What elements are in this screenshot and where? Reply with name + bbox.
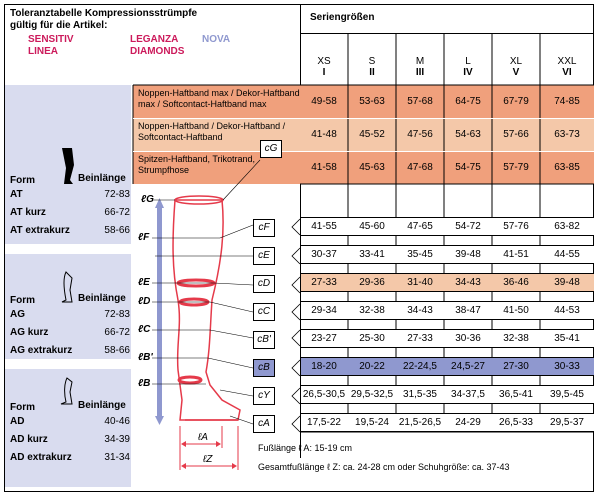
measure-marker: cE xyxy=(253,247,275,265)
form-length: 58-66 xyxy=(104,345,130,356)
measure-value: 32-38 xyxy=(503,333,529,344)
measure-value: 35-45 xyxy=(407,249,433,260)
measure-value: 36-46 xyxy=(503,277,529,288)
measure-value: 57-76 xyxy=(503,221,529,232)
form-row xyxy=(10,416,130,427)
product-linea: LINEA xyxy=(28,46,58,57)
size-code: M xyxy=(415,56,425,67)
band-value: 63-85 xyxy=(554,162,580,173)
measure-value: 39-48 xyxy=(554,277,580,288)
length-label-b: ℓB xyxy=(138,378,151,389)
band-value: 57-79 xyxy=(503,162,529,173)
band-description: Spitzen-Haftband, Trikotrand, Strumpfhose xyxy=(138,154,256,175)
form-name: AG extrakurz xyxy=(10,345,73,356)
measure-value: 34-43 xyxy=(407,305,433,316)
measure-marker: cB xyxy=(253,359,275,377)
size-code: L xyxy=(465,56,471,67)
measure-value: 17,5-22 xyxy=(307,417,341,428)
measure-value: 41-51 xyxy=(503,249,529,260)
measure-value: 31,5-35 xyxy=(403,389,437,400)
measure-value: 21,5-26,5 xyxy=(398,417,442,428)
form-name: AG xyxy=(10,309,25,320)
band-value: 57-68 xyxy=(407,96,433,107)
size-code: XL xyxy=(509,56,523,67)
band-value: 47-56 xyxy=(407,129,433,140)
measure-value: 34-37,5 xyxy=(451,389,485,400)
measure-value: 44-55 xyxy=(554,249,580,260)
band-value: 74-85 xyxy=(554,96,580,107)
measure-value: 39,5-45 xyxy=(550,389,584,400)
form-length: 58-66 xyxy=(104,225,130,236)
product-sensitiv: SENSITIV xyxy=(28,34,74,45)
measure-marker: cA xyxy=(253,415,275,433)
form-row xyxy=(10,309,130,320)
measure-value: 29-36 xyxy=(359,277,385,288)
measure-value: 29,5-32,5 xyxy=(350,389,394,400)
measure-value: 24,5-27 xyxy=(451,361,485,372)
measure-value: 33-41 xyxy=(359,249,385,260)
size-code: XS xyxy=(317,56,331,67)
form-row xyxy=(10,434,130,445)
foot-label-z: ℓZ xyxy=(203,454,213,465)
measure-value: 47-65 xyxy=(407,221,433,232)
band-value: 64-75 xyxy=(455,96,481,107)
measure-value: 41-55 xyxy=(311,221,337,232)
divider xyxy=(133,151,594,152)
measure-value: 32-38 xyxy=(359,305,385,316)
band-value: 57-66 xyxy=(503,129,529,140)
form-header: Form xyxy=(10,175,35,186)
form-length: 72-83 xyxy=(104,189,130,200)
total-foot-length-note: Gesamtfußlänge ℓ Z: ca. 24-28 cm oder Schuhgröße: ca. 37-43 xyxy=(258,462,510,472)
measure-value: 34-43 xyxy=(455,277,481,288)
band-value: 41-58 xyxy=(311,162,337,173)
form-name: AD extrakurz xyxy=(10,452,72,463)
measure-value: 23-27 xyxy=(311,333,337,344)
measure-value: 31-40 xyxy=(407,277,433,288)
form-row xyxy=(10,345,130,356)
measure-value: 27-33 xyxy=(311,277,337,288)
leg-length-header: Beinlänge xyxy=(78,400,126,411)
measure-value: 30-37 xyxy=(311,249,337,260)
band-value: 63-73 xyxy=(554,129,580,140)
measure-value: 20-22 xyxy=(359,361,385,372)
size-roman: II xyxy=(369,67,375,78)
band-value: 53-63 xyxy=(359,96,385,107)
leg-length-header: Beinlänge xyxy=(78,293,126,304)
series-title: Seriengrößen xyxy=(310,12,375,23)
band-value: 54-75 xyxy=(455,162,481,173)
measure-value: 24-29 xyxy=(455,417,481,428)
form-row xyxy=(10,189,130,200)
measure-value: 29-34 xyxy=(311,305,337,316)
size-roman: V xyxy=(512,67,520,78)
measure-value: 30-33 xyxy=(554,361,580,372)
leg-length-header: Beinlänge xyxy=(78,173,126,184)
product-nova: NOVA xyxy=(202,34,231,45)
measure-marker: cY xyxy=(253,387,275,405)
size-code: XXL xyxy=(557,56,577,67)
size-roman: III xyxy=(415,67,425,78)
measure-value: 27-30 xyxy=(503,361,529,372)
form-header: Form xyxy=(10,295,35,306)
measure-value: 22-24,5 xyxy=(403,361,437,372)
measure-value: 30-36 xyxy=(455,333,481,344)
measure-value: 36,5-41 xyxy=(499,389,533,400)
band-value: 41-48 xyxy=(311,129,337,140)
measure-value: 26,5-30,5 xyxy=(302,389,346,400)
measure-value: 44-53 xyxy=(554,305,580,316)
form-length: 72-83 xyxy=(104,309,130,320)
band-marker: cG xyxy=(260,140,282,158)
band-value: 45-52 xyxy=(359,129,385,140)
length-label-d: ℓD xyxy=(138,296,151,307)
divider xyxy=(133,118,594,119)
title-line-2: gültig für die Artikel: xyxy=(10,20,108,31)
form-name: AD xyxy=(10,416,25,427)
size-roman: VI xyxy=(562,67,572,78)
measure-value: 63-82 xyxy=(554,221,580,232)
measure-value: 39-48 xyxy=(455,249,481,260)
form-name: AT extrakurz xyxy=(10,225,70,236)
measure-value: 41-50 xyxy=(503,305,529,316)
band-value: 45-63 xyxy=(359,162,385,173)
form-row xyxy=(10,225,130,236)
form-row xyxy=(10,327,130,338)
measure-marker: cC xyxy=(253,303,275,321)
measure-marker: cF xyxy=(253,219,275,237)
measure-value: 35-41 xyxy=(554,333,580,344)
form-name: AT xyxy=(10,189,23,200)
measure-value: 54-72 xyxy=(455,221,481,232)
product-diamonds: DIAMONDS xyxy=(130,46,185,57)
form-length: 66-72 xyxy=(104,207,130,218)
band-description: Noppen-Haftband / Dekor-Haftband / Softcontact-Haftband xyxy=(138,121,286,142)
foot-length-note: Fußlänge ℓ A: 15-19 cm xyxy=(258,443,352,453)
measure-marker: cB' xyxy=(253,331,275,349)
measure-value: 45-60 xyxy=(359,221,385,232)
size-roman: IV xyxy=(463,67,473,78)
form-name: AD kurz xyxy=(10,434,48,445)
band-value: 49-58 xyxy=(311,96,337,107)
form-name: AG kurz xyxy=(10,327,49,338)
measure-value: 27-33 xyxy=(407,333,433,344)
form-name: AT kurz xyxy=(10,207,46,218)
size-roman: I xyxy=(322,67,326,78)
length-label-g: ℓG xyxy=(141,194,154,205)
length-label-b-prime: ℓB' xyxy=(138,352,153,363)
product-leganza: LEGANZA xyxy=(130,34,179,45)
form-length: 34-39 xyxy=(104,434,130,445)
length-label-c: ℓC xyxy=(138,324,151,335)
title-line-1: Toleranztabelle Kompressionsstrümpfe xyxy=(10,8,198,19)
band-value: 67-79 xyxy=(503,96,529,107)
band-description: Noppen-Haftband max / Dekor-Haftband max / Softcontact-Haftband max xyxy=(138,88,300,109)
form-row xyxy=(10,207,130,218)
size-code: S xyxy=(368,56,376,67)
form-length: 31-34 xyxy=(104,452,130,463)
band-value: 54-63 xyxy=(455,129,481,140)
form-row xyxy=(10,452,130,463)
measure-value: 18-20 xyxy=(311,361,337,372)
form-length: 66-72 xyxy=(104,327,130,338)
measure-value: 26,5-33 xyxy=(499,417,533,428)
measure-value: 38-47 xyxy=(455,305,481,316)
form-header: Form xyxy=(10,402,35,413)
measure-value: 25-30 xyxy=(359,333,385,344)
form-length: 40-46 xyxy=(104,416,130,427)
length-label-e: ℓE xyxy=(138,277,150,288)
measure-marker: cD xyxy=(253,275,275,293)
foot-label-a: ℓA xyxy=(198,432,208,443)
band-value: 47-68 xyxy=(407,162,433,173)
measure-value: 19,5-24 xyxy=(355,417,389,428)
measure-value: 29,5-37 xyxy=(550,417,584,428)
length-label-f: ℓF xyxy=(138,232,150,243)
